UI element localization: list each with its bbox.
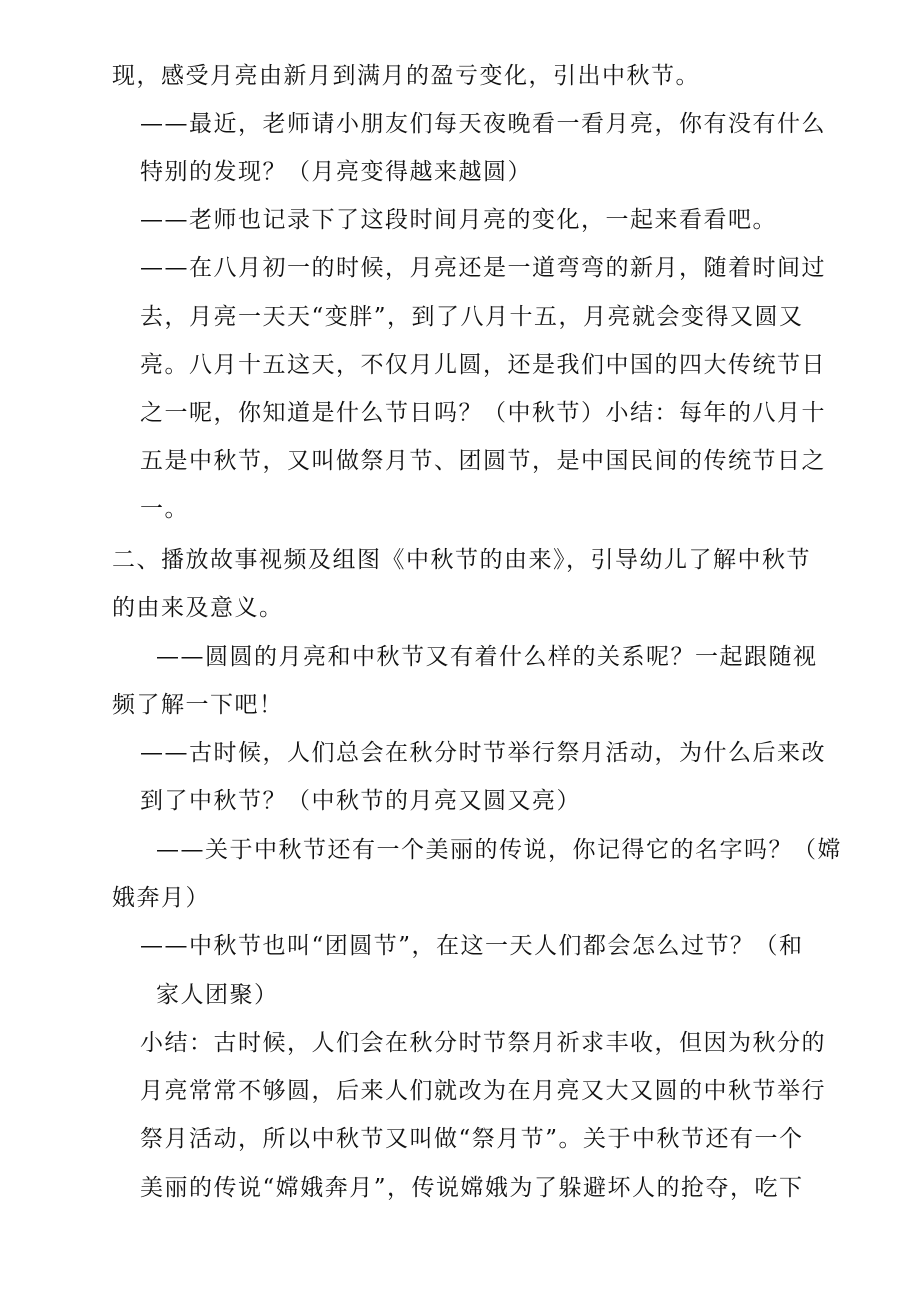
- text-line: ——在八月初一的时候，月亮还是一道弯弯的新月，随着时间过: [140, 255, 826, 281]
- text-line: ——中秋节也叫“团圆节”，在这一天人们都会怎么过节？（和: [140, 933, 804, 959]
- text-line: 小结：古时候，人们会在秋分时节祭月祈求丰收，但因为秋分的: [140, 1030, 826, 1056]
- text-line: 亮。八月十五这天，不仅月儿圆，还是我们中国的四大传统节日: [140, 352, 826, 378]
- text-line: 家人团聚）: [156, 982, 279, 1008]
- text-line: 美丽的传说“嫦娥奔月”，传说嫦娥为了躲避坏人的抢夺，吃下: [140, 1175, 804, 1201]
- text-line: 五是中秋节，又叫做祭月节、团圆节，是中国民间的传统节日之: [140, 448, 826, 474]
- text-line: 现，感受月亮由新月到满月的盈亏变化，引出中秋节。: [112, 63, 700, 89]
- text-line: ——古时候，人们总会在秋分时节举行祭月活动，为什么后来改: [140, 740, 826, 766]
- text-line: ——老师也记录下了这段时间月亮的变化，一起来看看吧。: [140, 207, 777, 233]
- text-line: ——关于中秋节还有一个美丽的传说，你记得它的名字吗？（嫦: [156, 837, 842, 863]
- text-line: 祭月活动，所以中秋节又叫做“祭月节”。关于中秋节还有一个: [140, 1126, 804, 1152]
- text-line: 的由来及意义。: [112, 595, 284, 621]
- text-line: 去，月亮一天天“变胖”，到了八月十五，月亮就会变得又圆又: [140, 304, 804, 330]
- text-line: 频了解一下吧！: [112, 692, 284, 718]
- text-line: ——最近，老师请小朋友们每天夜晚看一看月亮，你有没有什么: [140, 111, 826, 137]
- text-line: ——圆圆的月亮和中秋节又有着什么样的关系呢？一起跟随视: [156, 644, 818, 670]
- text-line: 月亮常常不够圆，后来人们就改为在月亮又大又圆的中秋节举行: [140, 1078, 826, 1104]
- text-line: 特别的发现？（月亮变得越来越圆）: [140, 159, 532, 185]
- text-line: 娥奔月）: [112, 885, 210, 911]
- text-line: 到了中秋节？（中秋节的月亮又圆又亮）: [140, 788, 581, 814]
- text-line: 一。: [140, 496, 189, 522]
- text-line: 之一呢，你知道是什么节日吗？（中秋节）小结：每年的八月十: [140, 400, 826, 426]
- section-heading: 二、播放故事视频及组图《中秋节的由来》，引导幼儿了解中秋节: [112, 547, 811, 573]
